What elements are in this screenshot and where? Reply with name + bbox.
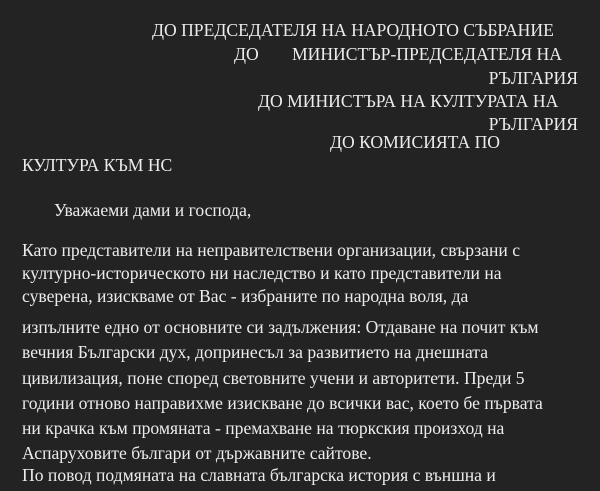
addressee-line-2-prefix: ДО: [234, 44, 259, 64]
body-line-8: ни крачка към промяната - премахване на тюркския произход на: [22, 418, 505, 438]
addressee-line-5: РЪЛГАРИЯ: [488, 114, 578, 134]
body-line-4: изпълните едно от основните си задължения: Отдаване на почит към: [22, 317, 539, 337]
body-line-7: години отново направихме изискване до всички вас, което бе първата: [22, 393, 543, 413]
addressee-line-1: ДО ПРЕДСЕДАТЕЛЯ НА НАРОДНОТО СЪБРАНИЕ: [152, 20, 554, 40]
body-line-9: Аспаруховите българи от държавните сайтове.: [22, 443, 372, 463]
greeting: Уважаеми дами и господа,: [54, 200, 252, 220]
body-line-1: Като представители на неправителствени организации, свързани с: [22, 240, 521, 260]
addressee-line-6: ДО КОМИСИЯТА ПО: [330, 132, 501, 152]
addressee-line-4: ДО МИНИСТЪРА НА КУЛТУРАТА НА: [258, 91, 559, 111]
body-line-10: По повод подмяната на славната българска история с външна и: [22, 465, 496, 485]
addressee-line-7: КУЛТУРА КЪМ НС: [22, 155, 173, 175]
addressee-line-2: МИНИСТЪР-ПРЕДСЕДАТЕЛЯ НА: [292, 44, 562, 64]
addressee-line-3: РЪЛГАРИЯ: [488, 68, 578, 88]
body-line-3: суверена, изискваме от Вас - избраните по народна воля, да: [22, 286, 469, 306]
body-line-2: културно-историческото ни наследство и като представители на: [22, 263, 502, 283]
body-line-6: цивилизация, поне според световните учени и авторитети. Преди 5: [22, 368, 525, 388]
body-line-5: вечния Български дух, допринесъл за развитието на днешната: [22, 342, 489, 362]
